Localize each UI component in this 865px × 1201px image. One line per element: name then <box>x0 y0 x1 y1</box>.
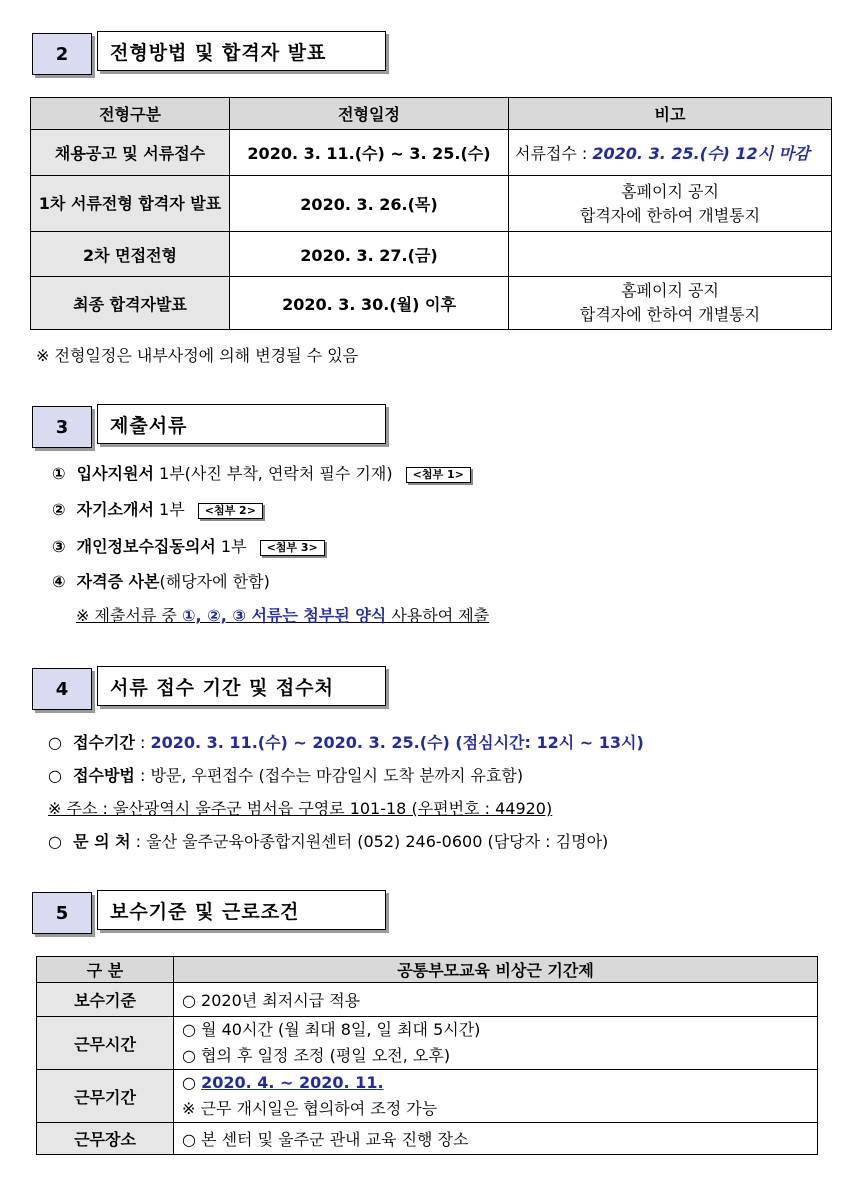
row-date: 2020. 3. 11.(수) ~ 3. 25.(수) <box>230 130 509 176</box>
circle-bullet: ○ <box>48 766 62 785</box>
contact-info: ○ 문 의 처 : 울산 울주군육아종합지원센터 (052) 246-0600 (담당자 : 김명아) <box>48 832 609 851</box>
item-mark: ② <box>52 500 66 519</box>
item-title: 자기소개서 <box>76 500 154 519</box>
item-mark: ④ <box>52 572 66 591</box>
row-value: ○ 본 센터 및 울주군 관내 교육 진행 장소 <box>174 1123 818 1155</box>
item-title: 개인정보수집동의서 <box>76 537 216 556</box>
row-label: 1차 서류전형 합격자 발표 <box>31 176 230 232</box>
item-text: 1부(사진 부착, 연락처 필수 기재) <box>153 464 393 483</box>
header-category: 전형구분 <box>31 98 230 130</box>
row-value <box>174 1070 818 1123</box>
row-remark <box>509 277 832 330</box>
document-item-3 <box>52 534 325 557</box>
period-line-1 <box>182 1070 817 1096</box>
section-4-number: 4 <box>32 668 92 710</box>
item-mark: ③ <box>52 537 66 556</box>
document-item-1 <box>52 461 471 484</box>
item-text: (해당자에 한함) <box>159 572 270 591</box>
header-remarks: 비고 <box>509 98 832 130</box>
document-item-4 <box>52 569 270 592</box>
selection-schedule-table <box>30 97 832 330</box>
row-label: 근무장소 <box>37 1123 174 1155</box>
period-label: 접수기간 <box>73 733 135 752</box>
note-emphasis: ①, ②, ③ 서류는 첨부된 양식 <box>181 606 387 625</box>
item-title: 입사지원서 <box>76 464 154 483</box>
section-3-number: 3 <box>32 406 92 448</box>
remark-deadline: 2020. 3. 25.(수) 12시 마감 <box>592 144 810 163</box>
schedule-footnote: ※ 전형일정은 내부사정에 의해 변경될 수 있음 <box>36 346 359 365</box>
header-schedule: 전형일정 <box>230 98 509 130</box>
period-dates: 2020. 4. ~ 2020. 11. <box>201 1073 384 1092</box>
contact-value: 울산 울주군육아종합지원센터 (052) 246-0600 (담당자 : 김명아) <box>146 832 609 851</box>
remark-line-2: 합격자에 한하여 개별통지 <box>579 305 761 324</box>
row-value: ○ 2020년 최저시급 적용 <box>174 983 818 1017</box>
note-prefix: ※ 제출서류 중 <box>76 606 182 625</box>
note-suffix: 사용하여 제출 <box>386 606 490 625</box>
attachment-tag: <첨부 3> <box>260 540 325 556</box>
table-row <box>31 232 832 277</box>
row-label: 근무시간 <box>37 1017 174 1070</box>
row-label: 보수기준 <box>37 983 174 1017</box>
remark-prefix: 서류접수 : <box>515 144 593 163</box>
table-row <box>37 1017 818 1070</box>
header-position: 공통부모교육 비상근 기간제 <box>174 957 818 983</box>
row-remark <box>509 176 832 232</box>
period-value: 2020. 3. 11.(수) ~ 2020. 3. 25.(수) (점심시간: 12시 ~ 13시) <box>150 733 644 752</box>
section-4-title: 서류 접수 기간 및 접수처 <box>97 666 386 706</box>
pay-conditions-table <box>36 956 818 1155</box>
item-text: 1부 <box>153 500 185 519</box>
row-date: 2020. 3. 30.(월) 이후 <box>230 277 509 330</box>
item-title: 자격증 사본 <box>76 572 160 591</box>
attachment-tag: <첨부 1> <box>406 467 471 483</box>
period-line-2: ※ 근무 개시일은 협의하여 조정 가능 <box>182 1099 438 1118</box>
remark-line-2: 합격자에 한하여 개별통지 <box>579 205 761 225</box>
circle-bullet: ○ <box>182 1073 196 1092</box>
table-row <box>31 277 832 330</box>
section-3-title: 제출서류 <box>97 404 386 444</box>
row-label: 채용공고 및 서류접수 <box>31 130 230 176</box>
receipt-address: ※ 주소 : 울산광역시 울주군 범서읍 구영로 101-18 (우편번호 : 44920) <box>48 799 553 818</box>
receipt-method: ○ 접수방법 : 방문, 우편접수 (접수는 마감일시 도착 분까지 유효함) <box>48 766 524 785</box>
row-remark <box>509 130 832 176</box>
section-5-number: 5 <box>32 892 92 934</box>
row-remark <box>509 232 832 277</box>
section-2-title: 전형방법 및 합격자 발표 <box>97 31 386 71</box>
section-5-title: 보수기준 및 근로조건 <box>97 890 386 930</box>
row-date: 2020. 3. 27.(금) <box>230 232 509 277</box>
table-row <box>37 1070 818 1123</box>
header-category: 구 분 <box>37 957 174 983</box>
method-value: 방문, 우편접수 (접수는 마감일시 도착 분까지 유효함) <box>150 766 524 785</box>
row-value <box>174 1017 818 1070</box>
hours-line-1: ○ 월 40시간 (월 최대 8일, 일 최대 5시간) <box>182 1020 481 1039</box>
remark-line-1: 홈페이지 공지 <box>621 181 719 201</box>
item-text: 1부 <box>215 537 247 556</box>
row-date: 2020. 3. 26.(목) <box>230 176 509 232</box>
table-row <box>31 176 832 232</box>
contact-label: 문 의 처 <box>73 832 131 851</box>
circle-bullet: ○ <box>48 832 62 851</box>
row-label: 최종 합격자발표 <box>31 277 230 330</box>
attachment-tag: <첨부 2> <box>198 503 263 519</box>
documents-note <box>76 603 489 626</box>
hours-line-2: ○ 협의 후 일정 조정 (평일 오전, 오후) <box>182 1046 451 1065</box>
row-label: 2차 면접전형 <box>31 232 230 277</box>
receipt-period: ○ 접수기간 : 2020. 3. 11.(수) ~ 2020. 3. 25.(수) (점심시간: 12시 ~ 13시) <box>48 733 644 752</box>
table-row <box>37 983 818 1017</box>
circle-bullet: ○ <box>48 733 62 752</box>
section-2-number: 2 <box>32 33 92 75</box>
item-mark: ① <box>52 464 66 483</box>
row-label: 근무기간 <box>37 1070 174 1123</box>
table-row <box>37 1123 818 1155</box>
method-label: 접수방법 <box>73 766 135 785</box>
document-item-2 <box>52 497 263 520</box>
table-row <box>31 130 832 176</box>
remark-line-1: 홈페이지 공지 <box>621 281 719 300</box>
